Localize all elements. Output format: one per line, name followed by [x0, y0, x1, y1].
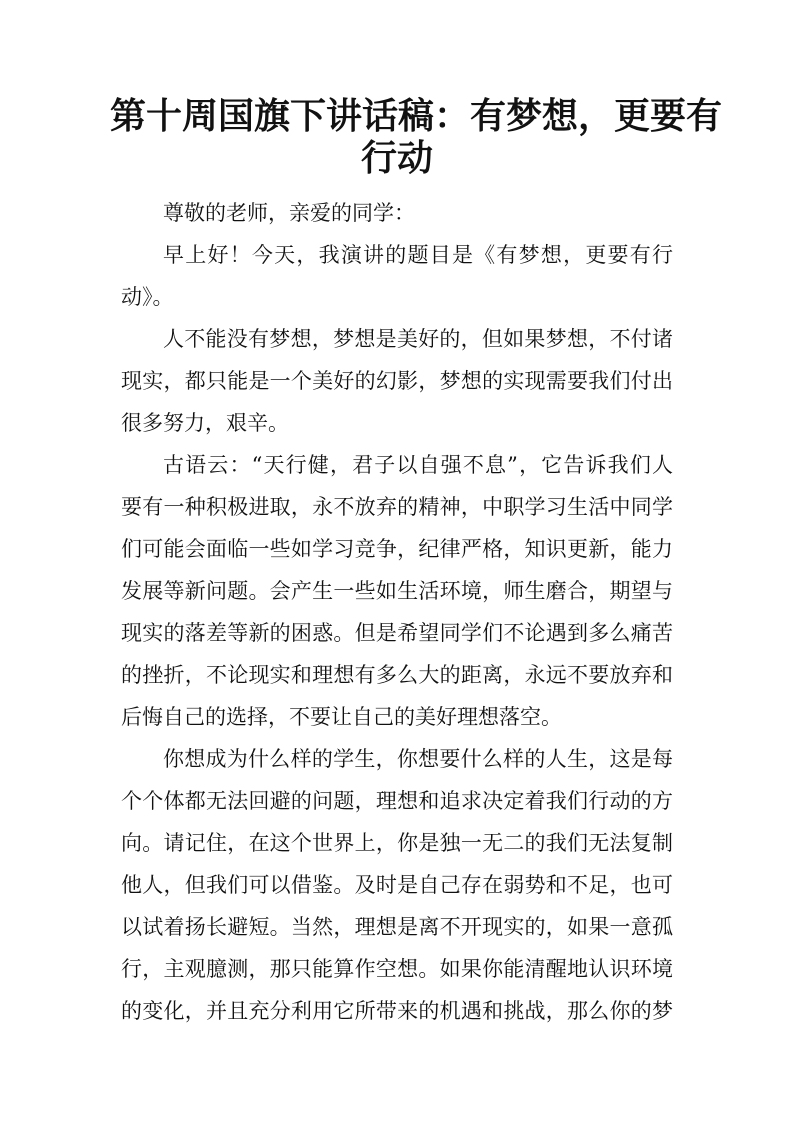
paragraph-line: 后悔自己的选择，不要让自己的美好理想落空。 [121, 705, 562, 729]
paragraph-line: 他人，但我们可以借鉴。及时是自己存在弱势和不足，也可 [121, 873, 673, 897]
paragraph-line: 早上好！今天，我演讲的题目是《有梦想，更要有行 [163, 243, 673, 267]
paragraph [121, 234, 673, 318]
document-body [121, 192, 673, 1032]
paragraph-line: 很多努力，艰辛。 [121, 411, 289, 435]
paragraph-line: 古语云：“天行健，君子以自强不息”，它告诉我们人 [163, 453, 673, 477]
paragraph-line: 行，主观臆测，那只能算作空想。如果你能清醒地认识环境 [121, 957, 673, 981]
title-line: 第十周国旗下讲话稿：有梦想，更要有 [110, 95, 723, 137]
paragraph [121, 444, 673, 738]
paragraph-line: 的挫折，不论现实和理想有多么大的距离，永远不要放弃和 [121, 663, 673, 687]
paragraph-line: 动》。 [121, 285, 174, 309]
paragraph-line: 以试着扬长避短。当然，理想是离不开现实的，如果一意孤 [121, 915, 673, 939]
paragraph-line: 你想成为什么样的学生，你想要什么样的人生，这是每 [163, 747, 673, 771]
paragraph [121, 318, 673, 444]
paragraph-line: 要有一种积极进取，永不放弃的精神，中职学习生活中同学 [121, 495, 673, 519]
paragraph-line: 个个体都无法回避的问题，理想和追求决定着我们行动的方 [121, 789, 673, 813]
paragraph [121, 192, 673, 234]
paragraph-line: 现实的落差等新的困惑。但是希望同学们不论遇到多么痛苦 [121, 621, 673, 645]
paragraph [121, 738, 673, 1032]
paragraph-line: 向。请记住，在这个世界上，你是独一无二的我们无法复制 [121, 831, 673, 855]
paragraph-line: 发展等新问题。会产生一些如生活环境，师生磨合，期望与 [121, 579, 673, 603]
title-line: 行动 [360, 137, 433, 179]
document-title [110, 95, 723, 179]
paragraph-line: 们可能会面临一些如学习竞争，纪律严格，知识更新，能力 [121, 537, 673, 561]
paragraph-line: 现实，都只能是一个美好的幻影，梦想的实现需要我们付出 [121, 369, 673, 393]
paragraph-line: 人不能没有梦想，梦想是美好的，但如果梦想，不付诸 [163, 327, 673, 351]
paragraph-line: 的变化，并且充分利用它所带来的机遇和挑战，那么你的梦 [121, 999, 673, 1023]
paragraph-line: 尊敬的老师，亲爱的同学： [163, 201, 415, 225]
